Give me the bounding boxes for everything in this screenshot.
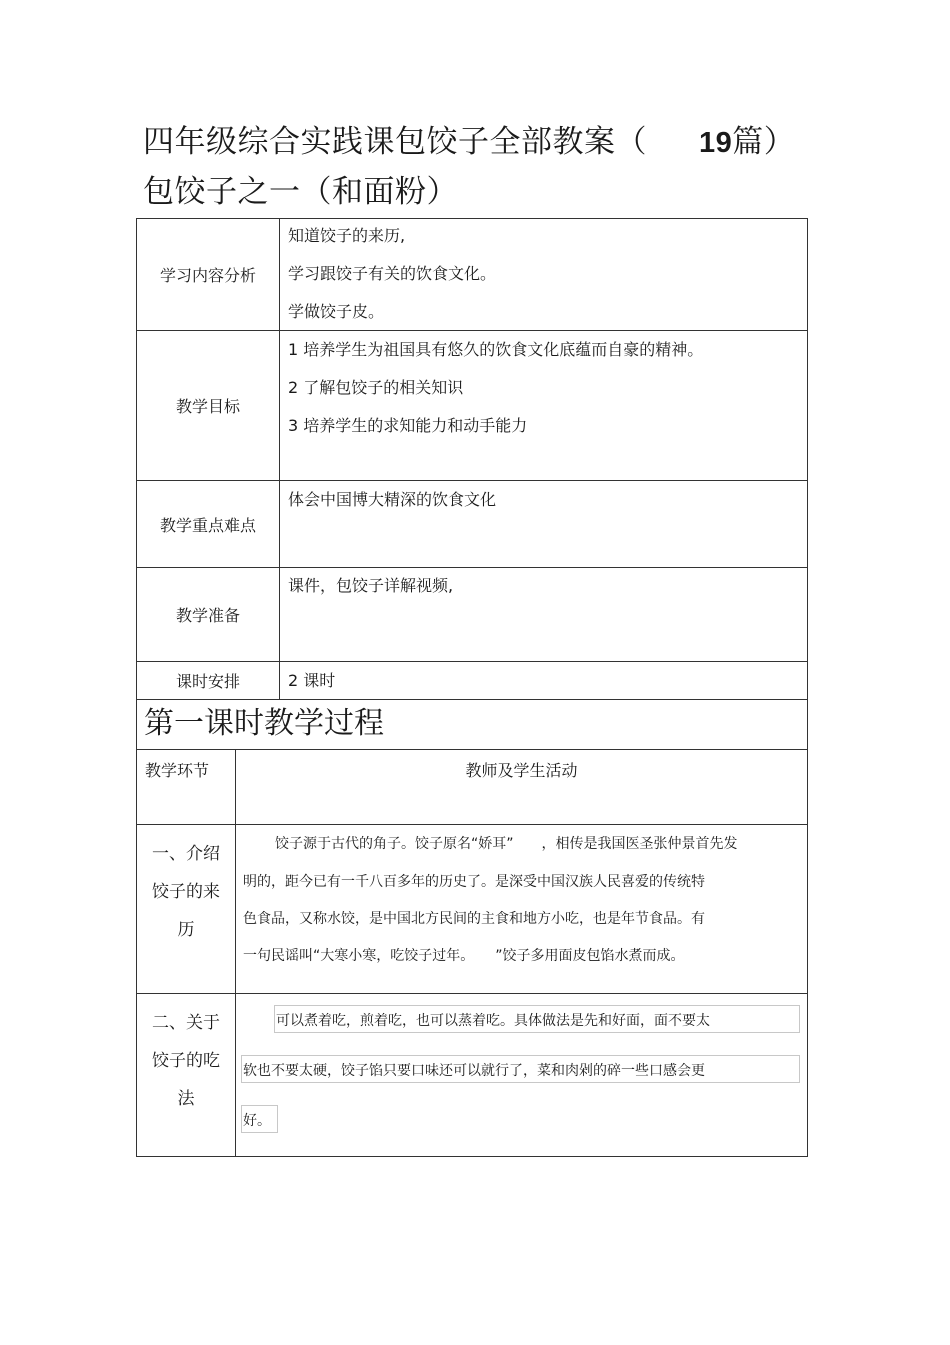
paragraph-line: 软也不要太硬，饺子馅只要口味还可以就行了，菜和肉剁的碎一些口感会更	[243, 1063, 705, 1079]
table-row	[136, 481, 808, 568]
row-label: 教学准备	[137, 568, 280, 661]
stage-label-line: 一、介绍	[152, 844, 220, 864]
stage-label	[137, 825, 236, 993]
content-line: 知道饺子的来历,	[288, 226, 406, 245]
paragraph-line: 一句民谣叫“大寒小寒，吃饺子过年。 ”饺子多用面皮包馅水煮而成。	[243, 948, 685, 964]
lesson-plan-table	[136, 218, 808, 1157]
paragraph-line: 饺子源于古代的角子。饺子原名“娇耳” ，相传是我国医圣张仲景首先发	[275, 836, 738, 852]
col-stage-label: 教学环节	[145, 761, 210, 780]
row-label: 教学目标	[137, 331, 280, 480]
content-line: 1 培养学生为祖国具有悠久的饮食文化底蕴而自豪的精神。	[288, 340, 704, 359]
col-activity-cell	[236, 750, 807, 781]
paragraph-line: 可以煮着吃，煎着吃，也可以蒸着吃。具体做法是先和好面，面不要太	[276, 1013, 710, 1029]
row-content	[280, 662, 807, 691]
table-row	[136, 662, 808, 700]
title-count: 19	[699, 127, 733, 159]
process-heading: 第一课时教学过程	[144, 706, 384, 741]
paragraph-line: 明的，距今已有一千八百多年的历史了。是深受中国汉族人民喜爱的传统特	[243, 874, 705, 890]
content-line: 2 了解包饺子的相关知识	[288, 378, 464, 397]
col-stage-header	[137, 750, 236, 824]
row-label: 教学重点难点	[137, 481, 280, 567]
row-content	[280, 481, 807, 510]
table-row	[136, 568, 808, 662]
lesson-subtitle: 包饺子之一（和面粉）	[143, 174, 458, 210]
stage-label-line: 法	[177, 1089, 195, 1109]
table-row	[136, 331, 808, 481]
process-row	[136, 825, 808, 994]
paragraph-line: 色食品，又称水饺，是中国北方民间的主食和地方小吃，也是年节食品。有	[243, 911, 705, 927]
row-label: 学习内容分析	[137, 219, 280, 330]
process-heading-row	[136, 700, 808, 750]
paragraph-line: 好。	[243, 1113, 271, 1129]
stage-label-line: 二、关于	[152, 1013, 220, 1033]
content-line: 3 培养学生的求知能力和动手能力	[288, 416, 528, 435]
row-content	[280, 568, 807, 596]
document-title	[143, 122, 795, 163]
content-line: 体会中国博大精深的饮食文化	[288, 490, 497, 509]
title-suffix: 篇）	[732, 124, 796, 160]
content-line: 课件，包饺子详解视频,	[288, 576, 454, 595]
title-text: 四年级综合实践课包饺子全部教案（	[143, 124, 647, 160]
stage-label-line: 历	[177, 920, 195, 940]
stage-label	[137, 994, 236, 1156]
row-content	[280, 331, 807, 436]
row-label: 课时安排	[137, 662, 280, 699]
row-content	[280, 219, 807, 322]
stage-label-line: 饺子的吃	[152, 1051, 220, 1071]
col-activity-label: 教师及学生活动	[465, 761, 578, 780]
content-line: 学习跟饺子有关的饮食文化。	[288, 264, 497, 283]
content-line: 2 课时	[288, 671, 336, 690]
stage-label-line: 饺子的来	[152, 882, 220, 902]
table-row	[136, 218, 808, 331]
process-row	[136, 994, 808, 1157]
process-header-row	[136, 750, 808, 825]
content-line: 学做饺子皮。	[288, 302, 385, 321]
